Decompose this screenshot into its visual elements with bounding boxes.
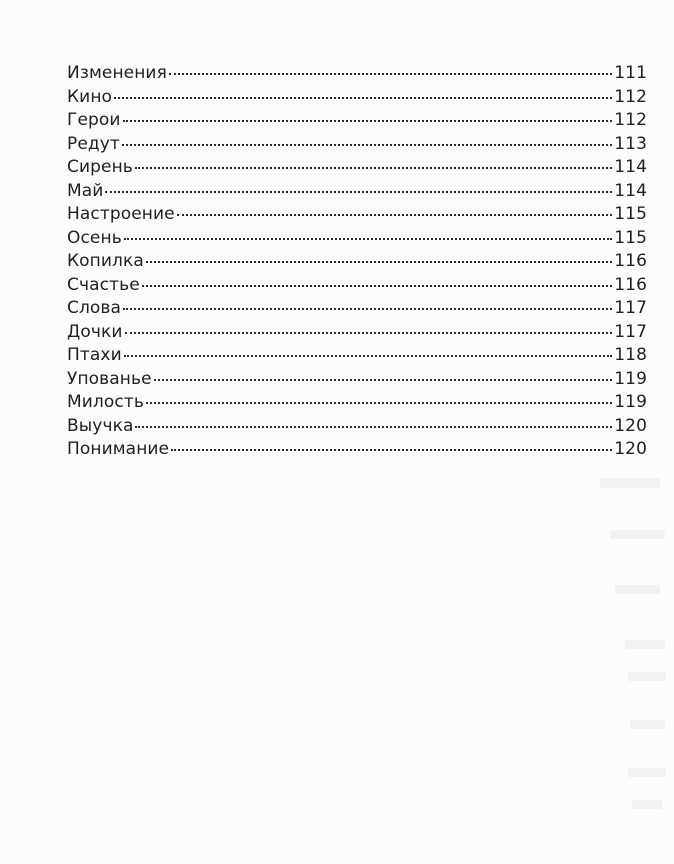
toc-entry	[67, 204, 647, 228]
toc-entry	[67, 392, 647, 416]
dot-leader	[146, 402, 612, 404]
toc-entry-title: Май	[67, 180, 104, 201]
dot-leader	[122, 144, 612, 146]
dot-leader	[105, 191, 612, 193]
toc-entry	[67, 63, 647, 87]
toc-entry-page: 112	[614, 110, 647, 130]
toc-entry	[67, 345, 647, 369]
dot-leader	[154, 379, 613, 381]
toc-entry	[67, 439, 647, 463]
dot-leader	[123, 308, 612, 310]
toc-entry-title: Редут	[67, 133, 120, 154]
toc-entry-page: 117	[614, 298, 647, 318]
toc-entry	[67, 228, 647, 252]
toc-entry-page: 111	[614, 63, 647, 83]
toc-entry-title: Копилка	[67, 251, 144, 271]
toc-entry-page: 120	[614, 415, 647, 436]
dot-leader	[124, 238, 612, 240]
toc-entry-title: Дочки	[67, 321, 123, 342]
dot-leader	[171, 449, 612, 451]
table-of-contents	[67, 63, 647, 463]
toc-entry-title: Счастье	[67, 274, 140, 295]
toc-entry-page: 113	[614, 133, 647, 154]
dot-leader	[146, 261, 612, 263]
dot-leader	[135, 167, 612, 169]
toc-entry-page: 112	[614, 86, 647, 107]
toc-entry-title: Изменения	[67, 63, 167, 83]
toc-entry-title: Милость	[67, 392, 144, 412]
toc-entry-page: 116	[614, 251, 647, 271]
toc-entry-page: 114	[614, 157, 647, 177]
toc-entry-title: Слова	[67, 298, 122, 318]
toc-entry-title: Кино	[67, 86, 113, 107]
toc-entry	[67, 157, 647, 181]
toc-entry-page: 117	[614, 321, 647, 342]
toc-entry-title: Выучка	[67, 415, 134, 436]
toc-entry	[67, 416, 647, 440]
toc-entry	[67, 322, 647, 346]
toc-entry-page: 115	[614, 204, 647, 224]
toc-entry-page: 119	[614, 368, 647, 389]
toc-entry	[67, 275, 647, 299]
dot-leader	[123, 120, 613, 122]
toc-entry-title: Понимание	[67, 439, 170, 459]
dot-leader	[142, 285, 612, 287]
toc-entry-page: 116	[614, 274, 647, 295]
toc-entry	[67, 181, 647, 205]
toc-entry-title: Сирень	[67, 157, 133, 177]
toc-entry-title: Настроение	[67, 204, 175, 224]
dot-leader	[135, 426, 612, 428]
toc-entry	[67, 134, 647, 158]
toc-entry-title: Осень	[67, 227, 122, 248]
toc-entry-title: Упованье	[67, 368, 152, 389]
toc-entry-page: 119	[614, 392, 647, 412]
toc-entry-title: Герои	[67, 110, 121, 130]
dot-leader	[125, 332, 613, 334]
toc-entry	[67, 369, 647, 393]
dot-leader	[114, 97, 612, 99]
dot-leader	[177, 214, 613, 216]
toc-entry	[67, 251, 647, 275]
toc-entry-title: Птахи	[67, 345, 122, 365]
toc-entry-page: 115	[614, 227, 647, 248]
toc-entry-page: 120	[614, 439, 647, 459]
toc-entry	[67, 110, 647, 134]
toc-entry	[67, 87, 647, 111]
toc-entry-page: 118	[614, 345, 647, 365]
dot-leader	[169, 73, 612, 75]
dot-leader	[124, 355, 613, 357]
toc-entry	[67, 298, 647, 322]
toc-entry-page: 114	[614, 180, 647, 201]
